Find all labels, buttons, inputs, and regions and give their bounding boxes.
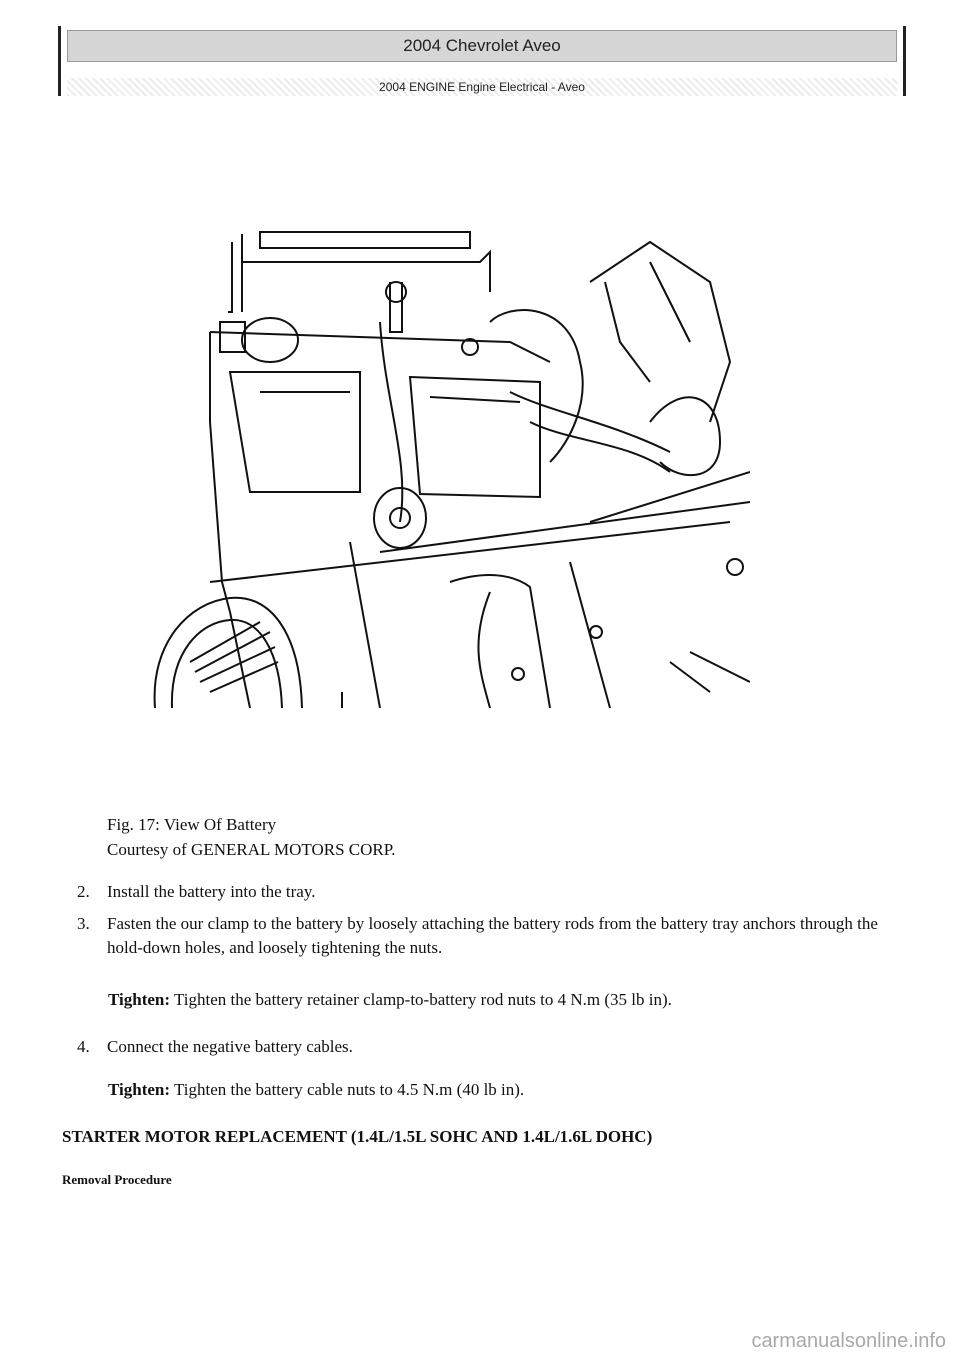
step-number: 3. bbox=[77, 914, 90, 933]
figure-caption bbox=[107, 812, 396, 862]
tighten-label: Tighten: bbox=[108, 990, 171, 1009]
step-text: Fasten the our clamp to the battery by loosely attaching the battery rods from the battery tray anchors through the hold-down holes, and loosely tightening the nuts. bbox=[107, 914, 878, 957]
tighten-note bbox=[108, 1080, 524, 1100]
battery-illustration bbox=[150, 222, 750, 708]
step-number: 4. bbox=[77, 1037, 90, 1056]
page-header bbox=[58, 26, 906, 96]
step-text: Connect the negative battery cables. bbox=[107, 1037, 353, 1056]
tighten-text: Tighten the battery retainer clamp-to-battery rod nuts to 4 N.m (35 lb in). bbox=[170, 990, 672, 1009]
tighten-label: Tighten: bbox=[108, 1080, 171, 1099]
step-text: Install the battery into the tray. bbox=[107, 882, 316, 901]
watermark: carmanualsonline.info bbox=[751, 1330, 946, 1352]
tighten-text: Tighten the battery cable nuts to 4.5 N.m (40 lb in). bbox=[170, 1080, 525, 1099]
step-number: 2. bbox=[77, 882, 90, 901]
caption-credit: Courtesy of GENERAL MOTORS CORP. bbox=[107, 840, 396, 859]
caption-title: Fig. 17: View Of Battery bbox=[107, 815, 277, 834]
section-subheading: Removal Procedure bbox=[62, 1172, 172, 1187]
document-subtitle: 2004 ENGINE Engine Electrical - Aveo bbox=[67, 78, 897, 96]
tighten-note bbox=[108, 990, 672, 1010]
section-heading: STARTER MOTOR REPLACEMENT (1.4L/1.5L SOHC AND 1.4L/1.6L DOHC) bbox=[62, 1127, 653, 1146]
document-title: 2004 Chevrolet Aveo bbox=[67, 30, 897, 62]
